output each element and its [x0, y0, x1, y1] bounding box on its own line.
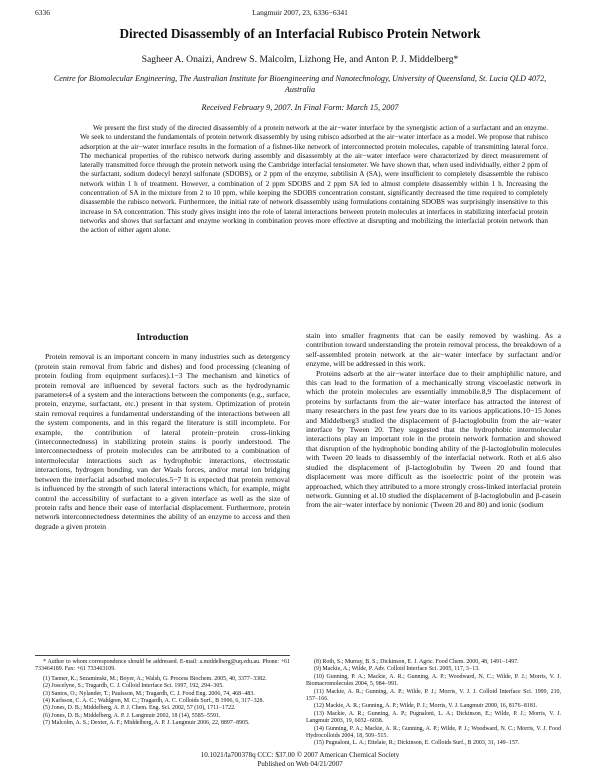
journal-citation: Langmuir 2007, 23, 6336−6341 [252, 8, 348, 17]
reference: (7) Malcolm, A. S.; Dexter, A. F.; Middelberg, A. P. J. Langmuir 2006, 22, 8897−8905. [43, 720, 250, 727]
doi-line: 10.1021/la700378q CCC: $37.00 © 2007 American Chemical Society [200, 751, 400, 759]
section-heading-introduction: Introduction [136, 332, 189, 343]
footnote-divider [35, 655, 290, 656]
article-title: Directed Disassembly of an Interfacial Rubisco Protein Network [119, 26, 481, 41]
reference: (11) Mackie, A. R.; Gunning, A. P.; Wilde, P. J.; Morris, V. J. J. Colloid Interface Sci. 1999, 210, 157−166. [306, 688, 561, 703]
page-number: 6336 [35, 8, 50, 17]
published-date: Published on Web 04/21/2007 [257, 759, 343, 768]
reference: (12) Mackie, A. R.; Gunning, A. P.; Wilde, P. J.; Morris, V. J. Langmuir 2000, 16, 8176−8181. [314, 703, 538, 710]
reference: (4) Karlsson, C. A. C.; Wahlgren, M. C.; Tragardh, A. C. Colloids Surf., B 1996, 6, 317−328. [43, 698, 264, 705]
footnotes-right [306, 659, 561, 748]
right-column [306, 331, 561, 510]
reference: (10) Gunning, P. A.; Mackie, A. R.; Gunning, A. P.; Woodward, N. C.; Wilde, P. J.; Morris, V. J. Biomacromolecules 2004, 5, 984−991. [306, 673, 561, 688]
paragraph: Proteins adsorb at the air−water interface due to their amphiphilic nature, and this can lead to the formation of a mechanically strong viscoelastic network in which the protein molecules are essentially immobile.8,9 The displacement of proteins by surfactants from the air−water interface has attracted the interest of many researchers in the past few years due to its various applications.10−15 Jones and Middelberg3 studied the displacement of β-lactoglobulin from the air−water interface by Tween 20. They suggested that the hydrophobic intermolecular interactions play an important role in the protein network formation and showed that disruption of the hydrophobic bonding ability of the β-lactoglobulin molecules with Tween 20 leads to disassembly of the interfacial network. Roth et al.6 also studied the displacement of β-lactoglobulin by Tween 20 and found that displacement was more difficult as the isoelectric point of the protein was approached, which they attributed to a more strongly cross-linked interfacial protein network. Gunning et al.10 studied the displacement of β-lactoglobulin and β-casein from the air−water interface by nonionic (Tween 20 and 80) and ionic (sodium [306, 368, 561, 510]
reference: (13) Mackie, A. R.; Gunning, A. P.; Pugnaloni, L. A.; Dickinson, E.; Wilde, P. J.; Morris, V. J. Langmuir 2003, 19, 6032−6038. [306, 710, 561, 725]
reference: (9) Mackie, A.; Wilde, P. Adv. Colloid Interface Sci. 2005, 117, 3−13. [314, 666, 480, 673]
received-dates: Received February 9, 2007. In Final Form: March 15, 2007 [201, 103, 399, 112]
paragraph: stain into smaller fragments that can be easily removed by washing. As a contribution toward understanding the protein removal process, the breakdown of a self-assembled protein network at the air−water interface by surfactant and/or enzyme, will be addressed in this work. [306, 331, 561, 369]
paragraph: Protein removal is an important concern in many industries such as detergency (protein stain removal from fabric and dishes) and food processing (cleaning of protein fouling from equipment surfaces).1−3 The mechanism and kinetics of protein removal are influenced by several factors such as the hydrodynamic parameters4 of a system and the interactions between the components (e.g., surface, protein, enzyme, surfactant, etc.) present in that system. Optimization of protein stain removal requires a fundamental understanding of the interactions between all the system components, and in this regard the literature is still incomplete. For example, the contribution of lateral protein−protein cross-linking (interconnectedness) in stabilizing protein stains is poorly understood. The interconnectedness of protein molecules can be attributed to a combination of intermolecular interactions such as hydrophobic interactions, electrostatic interactions, hydrogen bonding, van der Waals forces, and/or metal ion bridging between the interfacial adsorbed molecules.5−7 It is expected that protein removal is influenced by the strength of such lateral interactions which, for example, might control the accessibility of surfactant to a given interface as well as the size of protein rafts and hence their ease of interfacial displacement. Furthermore, protein network interconnectedness determines the ability of an enzyme to access and then degrade a given protein [35, 352, 290, 531]
reference: (15) Pugnaloni, L. A.; Ettelaie, R.; Dickinson, E. Colloids Surf., B 2003, 31, 149−157. [314, 740, 520, 747]
abstract: We present the first study of the directed disassembly of a protein network at the air−water interface by the synergistic action of a surfactant and an enzyme. We seek to understand the fundamentals of protein network disassembly by using rubisco adsorbed at the air−water interface as a model. We propose that rubisco adsorption at the air−water interface results in the formation of a fishnet-like network of interconnected protein molecules, capable of transmitting lateral force. The mechanical properties of the rubisco network during assembly and disassembly at the air−water interface were characterized by direct measurement of laterally transmitted force through the protein network using the Cambridge interfacial tensiometer. We have shown that, when used individually, either 2 ppm of the surfactant, sodium dodecyl benzyl sulfonate (SDOBS), or 2 ppm of the enzyme, subtilisin A (SA), were insufficient to completely disassemble the rubisco network within 1 h of treatment. However, a combination of 2 ppm SDOBS and 2 ppm SA led to almost complete disassembly within 1 h. Increasing the concentration of SA in the mixture from 2 to 10 ppm, while keeping the SDOBS concentration constant, significantly decreased the time required to completely disassemble the rubisco network. Furthermore, the initial rate of network disassembly using formulations containing SDOBS was surprisingly insensitive to this increase in SA concentration. This study gives insight into the role of lateral interactions between protein molecules at interfaces in stabilizing interfacial protein networks and shows that surfactant and enzyme working in combination proves more effective at disrupting and mobilizing the interfacial protein network than the action of either agent alone. [80, 124, 548, 235]
left-column [35, 333, 290, 531]
footnotes-left [35, 659, 290, 728]
reference: (3) Santos, O.; Nylander, T.; Paulsson, M.; Tragardh, C. J. Food Eng. 2006, 74, 468−483. [43, 690, 255, 697]
footnote: * Author to whom correspondence should be addressed. E-mail: a.middelberg@uq.edu.au. Phone: +61 733464189. Fax: +61 733463109. [35, 659, 290, 673]
reference: (2) Joscelyne, S.; Tragardh, C. J. Colloid Interface Sci. 1997, 192, 294−305. [43, 683, 224, 690]
reference: (14) Gunning, P. A.; Mackie, A. R.; Gunning, A. P.; Wilde, P. J.; Woodward, N. C.; Morris, V. J. Food Hydrocolloids 2004, 18, 509−515. [306, 725, 561, 740]
affiliation: Centre for Biomolecular Engineering, The Australian Institute for Bioengineering and Nanotechnology, University of Queensland, St. Lucia QLD 4072, Australia [53, 74, 547, 94]
page-footer [30, 751, 570, 769]
reference: (8) Roth, S.; Murray, B. S.; Dickinson, E. J. Agric. Food Chem. 2000, 48, 1491−1497. [314, 659, 519, 665]
author-list: Sagheer A. Onaizi, Andrew S. Malcolm, Lizhong He, and Anton P. J. Middelberg* [141, 54, 459, 65]
reference: (1) Tanner, K.; Sezaminski, M.; Boyer, A.; Walsh, G. Process Biochem. 2005, 40, 3377−3382. [43, 675, 267, 682]
reference: (5) Jones, D. B.; Middelberg, A. P. J. Chem. Eng. Sci. 2002, 57 (10), 1711−1722. [43, 705, 236, 712]
reference: (6) Jones, D. B.; Middelberg, A. P. J. Langmuir 2002, 18 (14), 5585−5591. [43, 712, 221, 719]
